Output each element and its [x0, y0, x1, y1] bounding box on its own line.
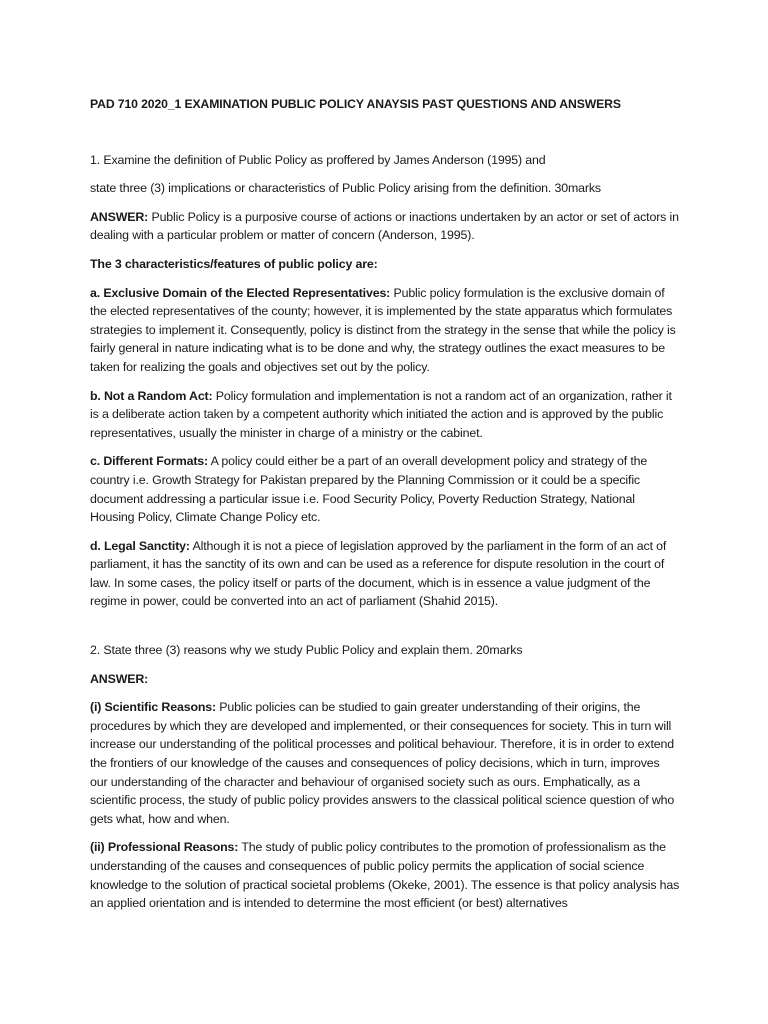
- question-2-answer-label: ANSWER:: [90, 671, 149, 686]
- feature-item-b: [90, 387, 680, 443]
- reason-item-i: [90, 698, 680, 828]
- feature-label: a. Exclusive Domain of the Elected Representatives:: [90, 285, 391, 300]
- question-1-line-1: 1. Examine the definition of Public Policy as proffered by James Anderson (1995) and: [90, 152, 546, 167]
- feature-text: Public policy formulation is the exclusive domain of the elected representatives of the county; however, it is implemented by the state apparatus which formulates strategies to implement it. Consequently, policy is distinct from the strategy in the sense that while the policy is fairly general in nature indicating what is to be done and why, the strategy outlines the exact measures to be taken for realizing the goals and objectives set out by the policy.: [90, 285, 676, 374]
- feature-item-c: [90, 452, 680, 526]
- reason-text: The study of public policy contributes to the promotion of professionalism as the understanding of the causes and consequences of public policy permits the application of social science knowledge to the solution of practical societal problems (Okeke, 2001). The essence is that policy analysis has an applied orientation and is intended to determine the most efficient (or best) alternatives: [90, 840, 680, 911]
- reason-item-ii: [90, 838, 680, 912]
- features-heading: The 3 characteristics/features of public policy are:: [90, 256, 378, 271]
- question-1-line-2: state three (3) implications or characteristics of Public Policy arising from the definition. 30marks: [90, 181, 601, 196]
- answer-label: ANSWER:: [90, 209, 149, 224]
- feature-text: A policy could either be a part of an overall development policy and strategy of the country i.e. Growth Strategy for Pakistan prepared by the Planning Commission or it could be a specific document addressing a particular issue i.e. Food Security Policy, Poverty Reduction Strategy, National Housing Policy, Climate Change Policy etc.: [90, 454, 648, 525]
- feature-item-d: [90, 537, 680, 611]
- feature-label: d. Legal Sanctity:: [90, 538, 190, 553]
- feature-text: Policy formulation and implementation is not a random act of an organization, rather it is a deliberate action taken by a competent authority which initiated the action and is approved by the public representatives, usually the minister in charge of a ministry or the cabinet.: [90, 388, 672, 440]
- reason-label: (i) Scientific Reasons:: [90, 700, 216, 715]
- question-1-answer: [90, 208, 680, 245]
- reason-text: Public policies can be studied to gain greater understanding of their origins, the procedures by which they are developed and implemented, or their consequences for society. This in turn will increase our understanding of the political processes and political behaviour. Therefore, it is in order to extend the frontiers of our knowledge of the causes and consequences of policy decisions, which in turn, improves our understanding of the character and behaviour of organised society such as ours. Emphatically, as a scientific process, the study of public policy provides answers to the classical political science question of who gets what, how and when.: [90, 700, 675, 826]
- feature-item-a: [90, 284, 680, 377]
- document-title: PAD 710 2020_1 EXAMINATION PUBLIC POLICY ANAYSIS PAST QUESTIONS AND ANSWERS: [90, 97, 621, 111]
- feature-text: Although it is not a piece of legislation approved by the parliament in the form of an act of parliament, it has the sanctity of its own and can be used as a reference for dispute resolution in the court of law. In some cases, the policy itself or parts of the document, which is in essence a value judgment of the regime in power, could be converted into an act of parliament (Shahid 2015).: [90, 538, 667, 609]
- document-page: [90, 95, 680, 923]
- feature-label: c. Different Formats:: [90, 454, 209, 469]
- answer-text: Public Policy is a purposive course of actions or inactions undertaken by an actor or set of actors in dealing with a particular problem or matter of concern (Anderson, 1995).: [90, 209, 679, 243]
- feature-label: b. Not a Random Act:: [90, 388, 213, 403]
- reason-label: (ii) Professional Reasons:: [90, 840, 239, 855]
- question-2-line-1: 2. State three (3) reasons why we study Public Policy and explain them. 20marks: [90, 643, 523, 658]
